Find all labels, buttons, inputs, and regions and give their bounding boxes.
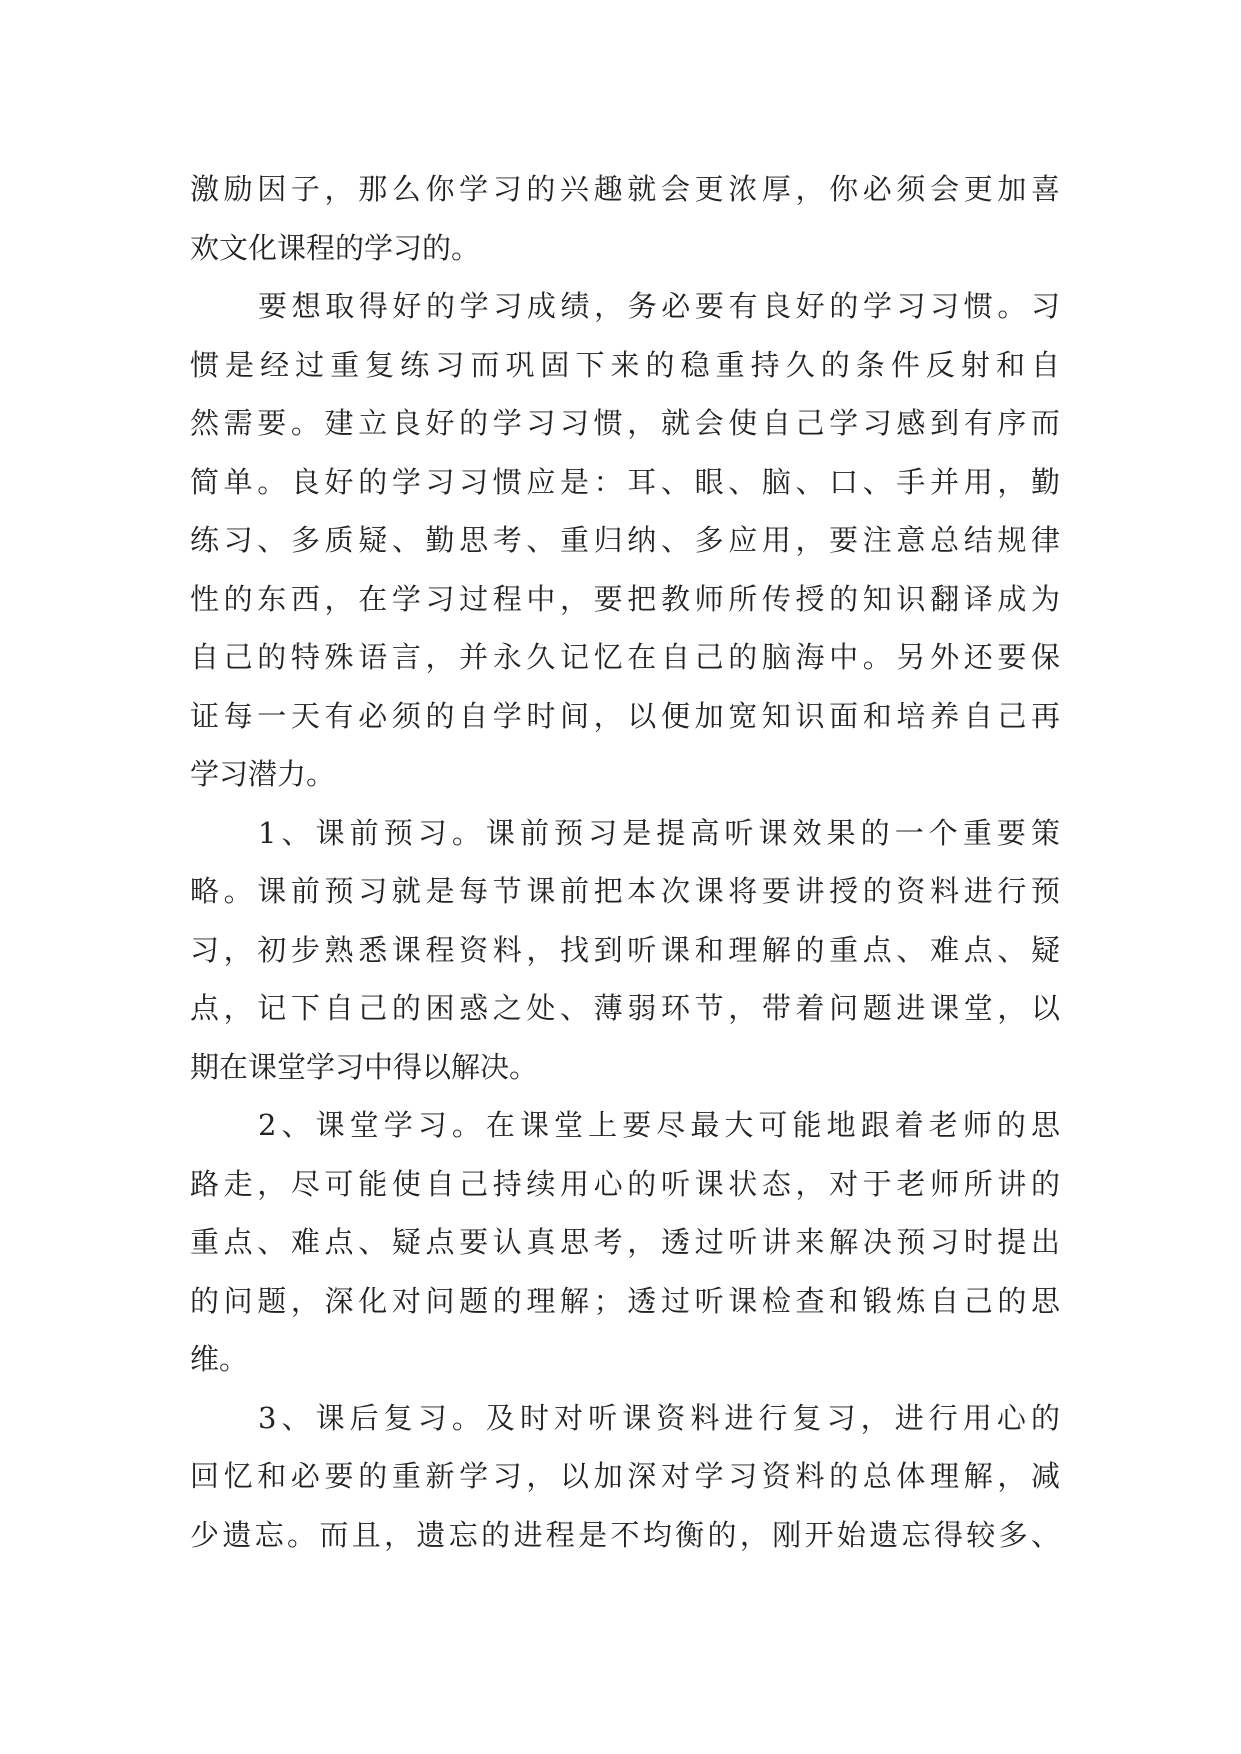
paragraph-study-habits [190,277,1060,804]
text-line: 的问题，深化对问题的理解；透过听课检查和锻炼自己的思 [190,1283,1060,1318]
text-line: 习，初步熟悉课程资料，找到听课和理解的重点、难点、疑 [190,932,1060,967]
text-line: 激励因子，那么你学习的兴趣就会更浓厚，你必须会更加喜 [190,172,1060,206]
paragraph-preview [190,804,1060,1097]
text-line: 回忆和必要的重新学习，以加深对学习资料的总体理解，减 [190,1459,1060,1493]
text-line: 学习潜力。 [190,757,336,791]
text-line: 少遗忘。而且，遗忘的进程是不均衡的，刚开始遗忘得较多、 [190,1517,1060,1552]
text-line: 自己的特殊语言，并永久记忆在自己的脑海中。另外还要保 [190,640,1060,674]
paragraph-classroom [190,1096,1060,1389]
text-line: 练习、多质疑、勤思考、重归纳、多应用，要注意总结规律 [190,523,1060,557]
paragraph-motivation [190,160,1060,277]
text-line: 点，记下自己的困惑之处、薄弱环节，带着问题进课堂，以 [190,991,1060,1025]
text-line: 简单。良好的学习习惯应是：耳、眼、脑、口、手并用，勤 [190,464,1060,499]
text-line: 2、课堂学习。在课堂上要尽最大可能地跟着老师的思 [258,1108,1060,1142]
text-line: 路走，尽可能使自己持续用心的听课状态，对于老师所讲的 [190,1166,1060,1201]
text-line: 维。 [190,1342,249,1376]
text-line: 要想取得好的学习成绩，务必要有良好的学习习惯。习 [258,289,1060,323]
text-line: 重点、难点、疑点要认真思考，透过听讲来解决预习时提出 [190,1225,1060,1259]
text-line: 性的东西，在学习过程中，要把教师所传授的知识翻译成为 [190,581,1060,616]
text-line: 惯是经过重复练习而巩固下来的稳重持久的条件反射和自 [190,347,1060,382]
text-line: 3、课后复习。及时对听课资料进行复习，进行用心的 [258,1400,1060,1435]
text-line: 略。课前预习就是每节课前把本次课将要讲授的资料进行预 [190,874,1060,908]
text-line: 期在课堂学习中得以解决。 [190,1049,539,1084]
text-line: 1、课前预习。课前预习是提高听课效果的一个重要策 [258,815,1060,850]
paragraph-review [190,1389,1060,1565]
text-line: 欢文化课程的学习的。 [190,230,481,265]
text-line: 然需要。建立良好的学习习惯，就会使自己学习感到有序而 [190,406,1060,440]
text-line: 证每一天有必须的自学时间，以便加宽知识面和培养自己再 [190,698,1060,733]
body-text [190,160,1060,1564]
